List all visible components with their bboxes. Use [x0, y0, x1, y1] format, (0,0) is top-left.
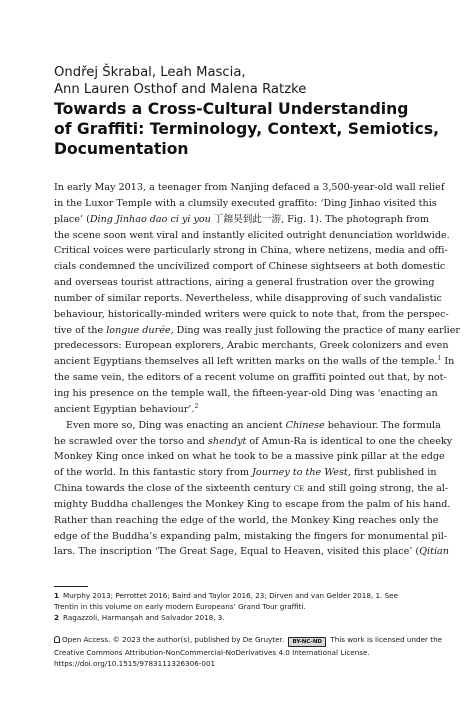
- footnote-number: 1: [54, 591, 60, 600]
- body-line: cials condemned the uncivilized comport of Chinese sightseers at both domestic: [54, 261, 446, 273]
- footnote-number: 2: [54, 613, 60, 622]
- italic-term: shendyt: [207, 435, 247, 447]
- footnote-2: 2 Ragazzoli, Harmanşah and Salvador 2018, 3.: [54, 613, 225, 622]
- body-line: number of similar reports. Nevertheless, while disapproving of such vandalistic: [54, 292, 442, 304]
- body-line: ing his presence on the temple wall, the fifteen-year-old Ding was ‘enacting an: [54, 387, 438, 399]
- italic-term: Chinese: [285, 419, 325, 431]
- body-line: and overseas tourist attractions, airing a general frustration over the growing: [54, 277, 435, 289]
- footnote-rule: [54, 586, 88, 587]
- open-access-lock-icon: [54, 636, 60, 643]
- body-line: predecessors: European explorers, Arabic merchants, Greek colonizers and even: [54, 340, 449, 352]
- body-line: Critical voices were particularly strong in China, where netizens, media and offi-: [54, 245, 448, 257]
- italic-term: Qitian: [419, 546, 449, 558]
- body-line: mighty Buddha challenges the Monkey King to escape from the palm of his hand.: [54, 498, 451, 510]
- body-line: in the Luxor Temple with a clumsily executed graffito: ‘Ding Jinhao visited this: [54, 197, 437, 209]
- footnote-ref[interactable]: 1: [437, 355, 442, 363]
- body-line: behaviour, historically-minded writers were quick to note that, from the perspec-: [54, 308, 449, 320]
- doi-link[interactable]: https://doi.org/10.1515/9783111326306-001: [54, 659, 216, 668]
- italic-term: longue durée: [106, 324, 171, 336]
- title-line-1: Towards a Cross-Cultural Understanding: [54, 100, 409, 118]
- footnote-ref[interactable]: 2: [194, 402, 199, 410]
- body-line: Rather than reaching the edge of the world, the Monkey King reaches only the: [54, 514, 439, 526]
- footnote-1: 1 Murphy 2013; Perrottet 2016; Baird and Taylor 2016, 23; Dirven and van Gelder 2018, 1. See: [54, 591, 399, 600]
- body-text: [54, 180, 460, 560]
- chapter-title: [54, 99, 464, 159]
- body-line: edge of the Buddha’s expanding palm, mistaking the fingers for monumental pil-: [54, 530, 448, 542]
- authors-line-1: Ondřej Škrabal, Leah Mascia,: [54, 65, 246, 80]
- footnotes: [54, 590, 424, 623]
- italic-term: Ding Jinhao dao ci yi you: [89, 213, 211, 225]
- body-line: he scrawled over the torso and shendyt of Amun-Ra is identical to one the cheeky: [54, 435, 453, 447]
- italic-term: Journey to the West: [252, 467, 348, 479]
- title-line-3: Documentation: [54, 140, 189, 158]
- title-line-2: of Graffiti: Terminology, Context, Semiotics,: [54, 120, 440, 138]
- license-block: [54, 634, 443, 669]
- body-line: In early May 2013, a teenager from Nanjing defaced a 3,500-year-old wall relief: [54, 182, 445, 193]
- authors-line-2: Ann Lauren Osthof and Malena Ratzke: [54, 82, 307, 97]
- body-line: ancient Egyptian behaviour’.$^2$: [54, 402, 199, 415]
- body-line: place’ (Ding Jinhao dao ci yi you 丁錦昊到此一游, Fig. 1). The photograph from: [54, 213, 429, 225]
- body-line: lars. The inscription ‘The Great Sage, Equal to Heaven, visited this place’ (Qitian: [54, 546, 449, 558]
- license-line-2: Creative Commons Attribution-NonCommercial-NoDerivatives 4.0 International License.: [54, 648, 370, 657]
- body-line: the same vein, the editors of a recent volume on graffiti pointed out that, by not-: [54, 372, 447, 384]
- body-line: the scene soon went viral and instantly elicited outright denunciation worldwide.: [54, 229, 450, 241]
- cc-license-badge-icon[interactable]: BY-NC-ND: [288, 637, 326, 647]
- body-line: tive of the longue durée, Ding was really just following the practice of many earlier: [54, 324, 460, 336]
- body-line: ancient Egyptians themselves all left written marks on the walls of the temple.$^1$ In: [54, 355, 455, 368]
- authors: [54, 64, 454, 98]
- era-abbrev: ce: [293, 483, 305, 495]
- body-line: Even more so, Ding was enacting an ancient Chinese behaviour. The formula: [66, 419, 441, 431]
- body-line: Monkey King once inked on what he took to be a massive pink pillar at the edge: [54, 451, 445, 463]
- footnote-1-cont: Trentin in this volume on early modern Europeans’ Grand Tour graffiti.: [54, 602, 306, 611]
- license-line-1: Open Access. © 2023 the author(s), published by De Gruyter. BY-NC-ND This work is licensed under the: [54, 634, 434, 647]
- body-line: China towards the close of the sixteenth century ce and still going strong, the al-: [54, 483, 449, 495]
- body-line: of the world. In this fantastic story from Journey to the West, first published in: [54, 467, 437, 479]
